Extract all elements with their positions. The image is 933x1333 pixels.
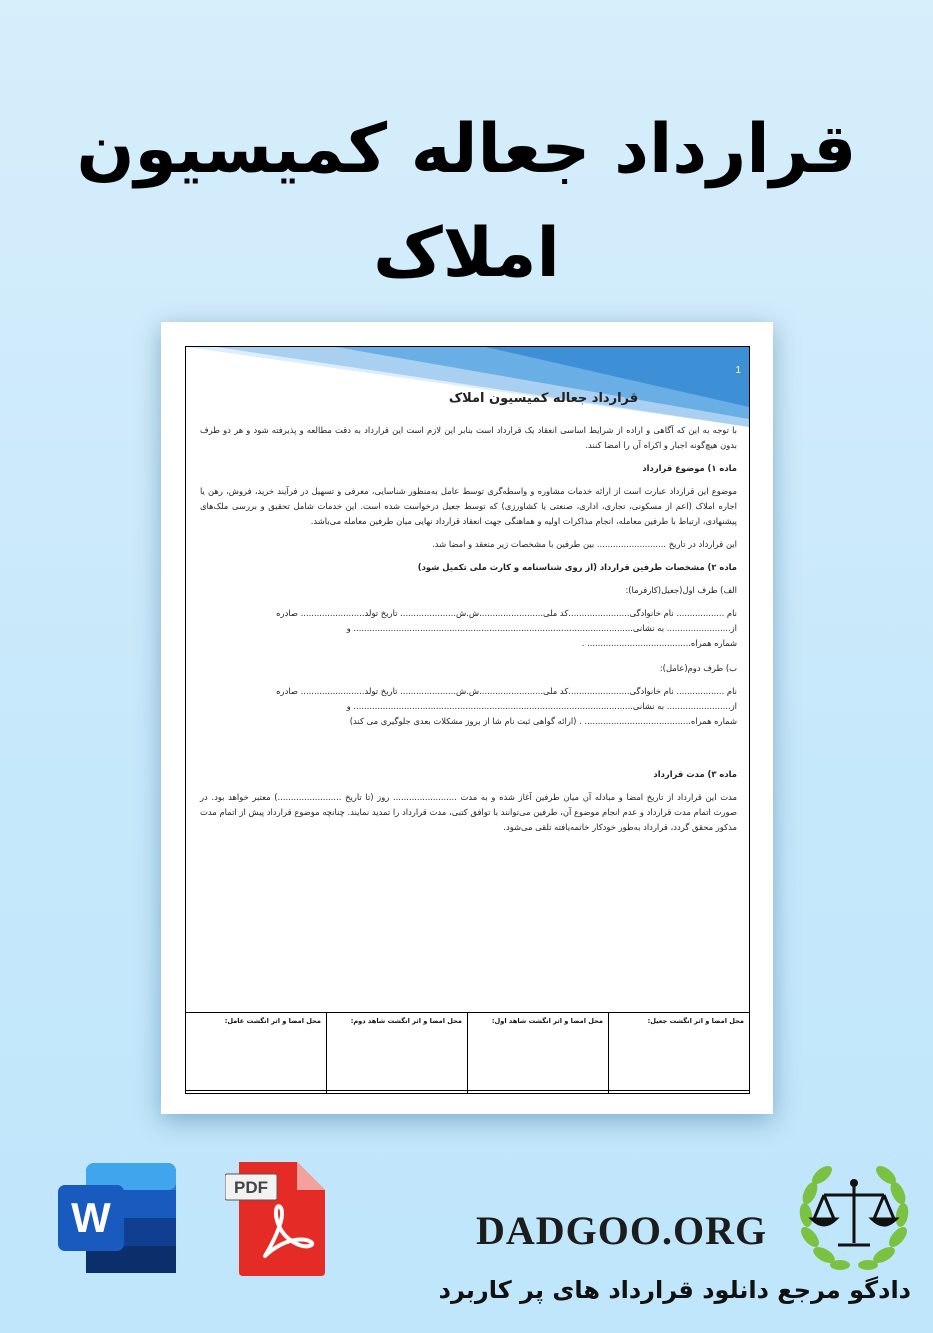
article3-heading: ماده ۳) مدت قرارداد bbox=[653, 769, 737, 779]
spacer bbox=[200, 729, 737, 767]
document-frame bbox=[185, 346, 750, 1094]
party-a-line1: نام .................. نام خانوادگی.......................کد ملی........................ش.ش..................... تاریخ تولد........................ صادره bbox=[276, 608, 737, 618]
article2-heading: ماده ۲) مشخصات طرفین قرارداد (از روی شناسنامه و کارت ملی تکمیل شود) bbox=[417, 562, 737, 572]
word-icon[interactable] bbox=[58, 1163, 176, 1273]
cover-title bbox=[0, 98, 933, 306]
pdf-icon[interactable] bbox=[225, 1160, 327, 1276]
party-a-heading: الف) طرف اول(جعیل(کارفرما): bbox=[625, 585, 737, 595]
signature-cell-client: محل امضا و اثر انگشت جعیل: bbox=[608, 1013, 749, 1093]
cover-title-line2: املاک bbox=[373, 214, 560, 293]
document-title: قرارداد جعاله کمیسیون املاک bbox=[448, 391, 639, 406]
svg-text:W: W bbox=[71, 1194, 111, 1241]
signature-cell-agent: محل امضا و اثر انگشت عامل: bbox=[224, 1017, 321, 1025]
signature-table bbox=[186, 1012, 749, 1093]
signature-cell-witness1: محل امضا و اثر انگشت شاهد اول: bbox=[467, 1013, 608, 1093]
article1-paragraph: موضوع این قرارداد عبارت است از ارائه خدمات مشاوره و واسطه‌گری توسط عامل به‌منظور شناسایی، معرفی و تسهیل در فرآیند خرید، فروش، رهن یا اجاره املاک (اعم از مسکونی، تجاری، اداری، صنعتی یا کشاورزی) که توسط جعیل درخواست شده است. این خدمات شامل تحقیق و بررسی ملک‌های پیشنهادی، ارتباط با طرفین معامله، انجام مذاکرات اولیه و هماهنگی جهت انعقاد قرارداد نهایی میان طرفین معامله می‌باشد. bbox=[200, 486, 737, 526]
party-b-line2: از........................ به نشانی......................................................................................................... و bbox=[346, 701, 737, 711]
party-b-line3: شماره همراه........................................ . (ارائه گواهی ثبت نام شا از بروز مشکلات بعدی جلوگیری می کند) bbox=[349, 716, 737, 726]
pdf-label: PDF bbox=[234, 1178, 268, 1197]
article3-paragraph: مدت این قرارداد از تاریخ امضا و مبادله آن میان طرفین آغاز شده و به مدت ........................ روز (تا تاریخ ........................) معتبر خواهد بود. در صورت اتمام مدت قرارداد و عدم انجام موضوع آن، طرفین می‌توانند با توافق کتبی، مدت قرارداد را تمدید نمایند. چنانچه موضوع قرارداد پیش از اتمام مدت مذکور محقق گردد، قرارداد به‌طور خودکار خاتمه‌یافته تلقی می‌شود. bbox=[200, 792, 737, 832]
signature-cell-witness2: محل امضا و اثر انگشت شاهد دوم: bbox=[326, 1013, 467, 1093]
page-number: 1 bbox=[735, 365, 741, 376]
party-b-line1: نام .................. نام خانوادگی.......................کد ملی........................ش.ش..................... تاریخ تولد........................ صادره bbox=[276, 686, 737, 696]
bottom-rule bbox=[186, 1090, 749, 1091]
date-line: این قرارداد در تاریخ .......................... بین طرفین با مشخصات زیر منعقد و امضا شد. bbox=[432, 539, 737, 549]
party-a-line2: از........................ به نشانی......................................................................................................... و bbox=[346, 623, 737, 633]
party-b-heading: ب) طرف دوم(عامل): bbox=[659, 663, 737, 673]
document-body bbox=[200, 389, 737, 843]
document-preview bbox=[161, 322, 773, 1114]
cover-title-line1: قرارداد جعاله کمیسیون bbox=[76, 110, 857, 189]
article1-heading: ماده ۱) موضوع قرارداد bbox=[642, 463, 737, 473]
site-name[interactable]: DADGOO.ORG bbox=[476, 1208, 768, 1253]
tagline: دادگو مرجع دانلود قرارداد های پر کاربرد bbox=[438, 1276, 911, 1304]
scales-laurel-logo bbox=[790, 1155, 918, 1277]
intro-paragraph: با توجه به این که آگاهی و اراده از شرایط اساسی انعقاد یک قرارداد است بنابر این لازم است این قرارداد به دقت مطالعه و پذیرفته شود و هر دو طرف بدون هیچ‌گونه اجبار و اکراه آن را امضا کنند. bbox=[200, 425, 737, 450]
party-a-line3: شماره همراه....................................... . bbox=[581, 638, 737, 648]
